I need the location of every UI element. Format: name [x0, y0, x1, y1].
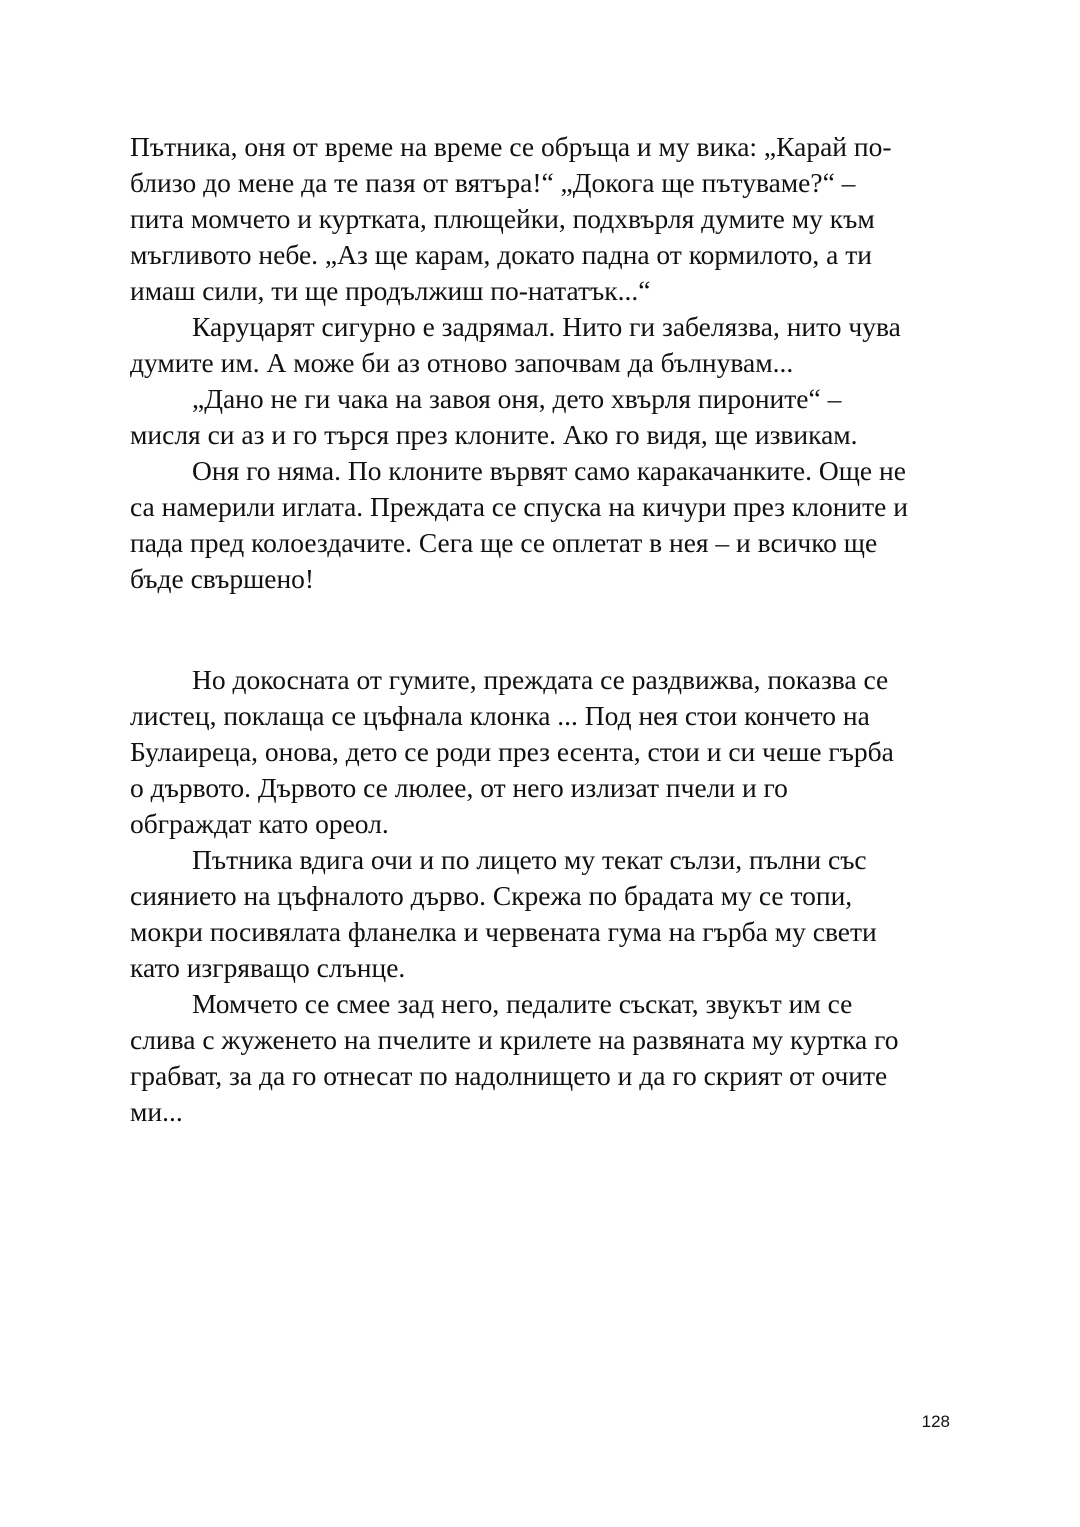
text-line: Булаиреца, онова, дето се роди през есента, стои и си чеше гърба — [130, 736, 894, 767]
text-line: Пътника, оня от време на време се обръща и му вика: „Карай по- — [130, 131, 892, 162]
text-line: слива с жуженето на пчелите и крилете на развяната му куртка го — [130, 1024, 899, 1055]
text-line: имаш сили, ти ще продължиш по-нататък...“ — [130, 275, 651, 306]
text-line: мъгливото небе. „Аз ще карам, докато падна от кормилото, а ти — [130, 239, 872, 270]
text-line: мисля си аз и го търся през клоните. Ако го видя, ще извикам. — [130, 419, 858, 450]
text-line: бъде свършено! — [130, 563, 315, 594]
text-line: мокри посивялата фланелка и червената гума на гърба му свети — [130, 916, 877, 947]
text-line: думите им. А може би аз отново започвам да бълнувам... — [130, 347, 794, 378]
text-line: грабват, за да го отнесат по надолнището и да го скрият от очите — [130, 1060, 888, 1091]
text-line: пита момчето и куртката, плющейки, подхвърля думите му към — [130, 203, 875, 234]
text-line: „Дано не ги чака на завоя оня, дето хвърля пироните“ – — [192, 383, 842, 414]
text-line: сиянието на цъфналото дърво. Скрежа по брадата му се топи, — [130, 880, 853, 911]
text-line: Оня го няма. По клоните вървят само каракачанките. Още не — [192, 455, 906, 486]
text-line: Пътника вдига очи и по лицето му текат сълзи, пълни със — [192, 844, 867, 875]
text-line: близо до мене да те пазя от вятъра!“ „Докога ще пътуваме?“ – — [130, 167, 856, 198]
text-line: о дървото. Дървото се люлее, от него излизат пчели и го — [130, 772, 788, 803]
text-line: Момчето се смее зад него, педалите съскат, звукът им се — [192, 988, 853, 1019]
text-line: са намерили иглата. Преждата се спуска на кичури през клоните и — [130, 491, 908, 522]
text-line: Каруцарят сигурно е задрямал. Нито ги забелязва, нито чува — [192, 311, 901, 342]
text-line: Но докосната от гумите, преждата се раздвижва, показва се — [192, 664, 889, 695]
text-line: като изгряващо слънце. — [130, 952, 406, 983]
page-number: 128 — [921, 1412, 950, 1431]
text-line: ми... — [130, 1096, 183, 1127]
text-line: обграждат като ореол. — [130, 808, 389, 839]
text-line: листец, поклаща се цъфнала клонка ... Под нея стои кончето на — [130, 700, 870, 731]
text-line: пада пред колоездачите. Сега ще се оплетат в нея – и всичко ще — [130, 527, 878, 558]
